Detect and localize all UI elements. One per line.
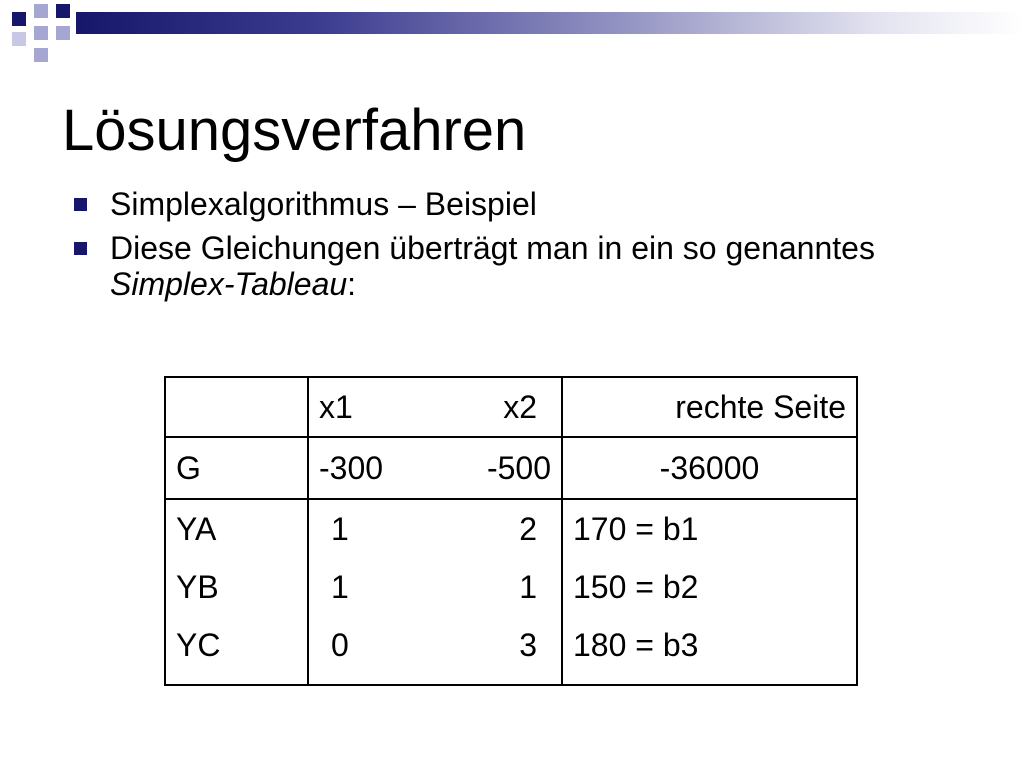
corner-square-light: [34, 48, 48, 62]
objective-x1: -300: [319, 449, 384, 486]
bullet-italic-term: Simplex-Tableau: [110, 266, 348, 302]
bullet-item: [72, 230, 972, 302]
simplex-tableau: [164, 376, 858, 686]
tableau-header-row: [165, 377, 857, 437]
tableau-constraint-rows: [165, 499, 857, 685]
objective-x2: -500: [486, 449, 551, 486]
constraint-rhs: 150 = b2: [573, 569, 699, 605]
constraint-label: YA: [176, 511, 217, 547]
bullet-item: [72, 186, 972, 222]
bullet-text: Simplexalgorithmus – Beispiel: [110, 186, 537, 222]
corner-square-light: [12, 32, 26, 46]
header-rhs-cell: rechte Seite: [562, 377, 857, 437]
constraint-label: YC: [176, 627, 221, 663]
header-x2: x2: [503, 388, 537, 425]
corner-square-light: [34, 26, 48, 40]
tableau-objective-row: [165, 437, 857, 499]
constraint-label: YB: [176, 569, 219, 605]
bullet-square-icon: [74, 198, 87, 211]
bullet-square-icon: [74, 242, 87, 255]
constraint-x1: 1: [331, 511, 349, 547]
constraint-labels-cell: [165, 499, 308, 685]
objective-rhs: -36000: [562, 437, 857, 499]
constraint-x2: 1: [519, 569, 537, 605]
slide-title: Lösungsverfahren: [62, 98, 527, 163]
corner-square-light: [56, 26, 70, 40]
constraint-x2: 3: [519, 627, 537, 663]
constraint-x1: 0: [331, 627, 349, 663]
header-gradient-bar: [76, 12, 1024, 34]
constraint-x2: 2: [519, 511, 537, 547]
header-x1: x1: [319, 388, 353, 425]
constraint-x1: 1: [331, 569, 349, 605]
constraint-coefficient-row: [319, 510, 551, 568]
bullet-text-suffix: :: [347, 266, 357, 302]
constraint-coefficients-cell: [308, 499, 562, 685]
objective-coefficients-cell: [308, 437, 562, 499]
constraint-rhs-cell: [562, 499, 857, 685]
constraint-coefficient-row: [319, 626, 551, 684]
header-label-cell: [165, 377, 308, 437]
bullet-text: Diese Gleichungen überträgt man in ein so genanntes: [110, 230, 875, 266]
corner-square-dark: [12, 12, 26, 26]
objective-label: G: [165, 437, 308, 499]
constraint-rhs: 180 = b3: [573, 627, 699, 663]
header-variables-cell: [308, 377, 562, 437]
bullet-list: [72, 186, 972, 310]
corner-square-light: [34, 4, 48, 18]
constraint-coefficient-row: [319, 568, 551, 626]
constraint-rhs: 170 = b1: [573, 511, 699, 547]
corner-square-dark: [56, 4, 70, 18]
